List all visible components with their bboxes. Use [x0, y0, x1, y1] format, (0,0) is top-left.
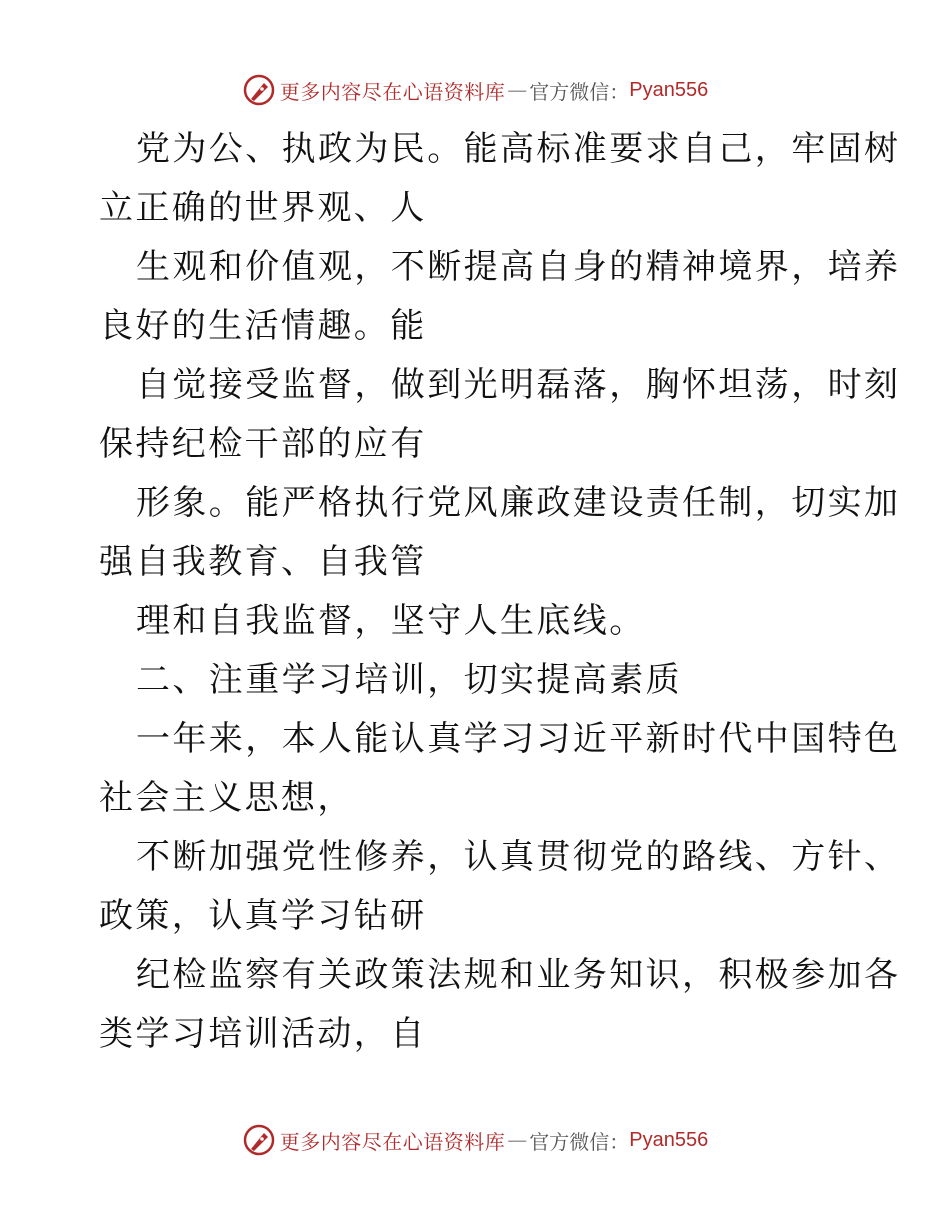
body-line: 不断加强党性修养，认真贯彻党的路线、方针、 — [136, 837, 901, 877]
footer-slogan: 更多内容尽在心语资料库 — [279, 1129, 506, 1154]
body-line: 形象。能严格执行党风廉政建设责任制，切实加 — [136, 483, 901, 523]
body-line: 社会主义思想， — [99, 778, 354, 818]
body-line: 立正确的世界观、人 — [99, 188, 427, 228]
header-separator: — — [507, 78, 528, 102]
pen-nib-logo-icon — [242, 73, 276, 107]
footer-separator: — — [507, 1128, 528, 1152]
header-banner — [0, 70, 950, 110]
body-line: 类学习培训活动，自 — [99, 1014, 427, 1054]
body-line: 政策，认真学习钻研 — [99, 896, 427, 936]
header-slogan: 更多内容尽在心语资料库 — [279, 79, 506, 104]
header-wechat-id: Pyan556 — [629, 78, 709, 101]
section-heading: 二、注重学习培训，切实提高素质 — [136, 660, 682, 700]
body-line: 理和自我监督，坚守人生底线。 — [136, 601, 646, 641]
body-line: 生观和价值观，不断提高自身的精神境界，培养 — [136, 247, 901, 287]
pen-nib-logo-icon — [242, 1123, 276, 1157]
body-line: 强自我教育、自我管 — [99, 542, 427, 582]
body-line: 保持纪检干部的应有 — [99, 424, 427, 464]
body-line: 纪检监察有关政策法规和业务知识，积极参加各 — [136, 955, 901, 995]
footer-wechat-label: 官方微信： — [529, 1129, 630, 1154]
body-line: 良好的生活情趣。能 — [99, 306, 427, 346]
footer-wechat-id: Pyan556 — [629, 1128, 709, 1151]
document-body — [99, 120, 901, 1064]
body-line: 一年来，本人能认真学习习近平新时代中国特色 — [136, 719, 901, 759]
footer-banner — [0, 1120, 950, 1160]
body-line: 自觉接受监督，做到光明磊落，胸怀坦荡，时刻 — [136, 365, 901, 405]
header-wechat-label: 官方微信： — [529, 79, 630, 104]
body-line: 党为公、执政为民。能高标准要求自己，牢固树 — [136, 129, 901, 169]
